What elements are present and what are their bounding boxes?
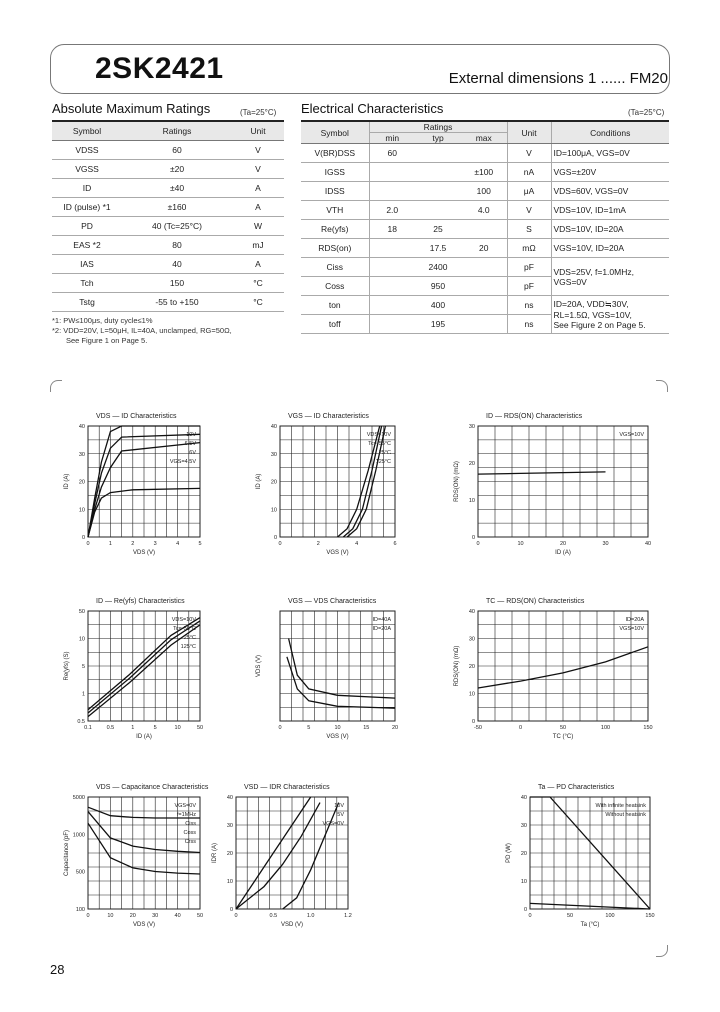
x-axis-label: VDS (V) bbox=[132, 922, 156, 928]
x-tick-label: 50 bbox=[566, 913, 574, 919]
series-label: VGS=10V bbox=[619, 626, 644, 632]
x-tick-label: 50 bbox=[196, 913, 204, 919]
y-tick-label: 1000 bbox=[72, 832, 85, 839]
max-cell: ±100 bbox=[461, 163, 507, 182]
x-axis-label: VDS (V) bbox=[132, 550, 156, 556]
max-cell: 100 bbox=[461, 182, 507, 201]
symbol-cell: EAS *2 bbox=[52, 235, 122, 254]
x-tick-label: 20 bbox=[391, 725, 399, 731]
symbol-cell: PD bbox=[52, 216, 122, 235]
sym-cell: IGSS bbox=[301, 163, 369, 182]
series-label: ID=20A bbox=[625, 617, 644, 623]
y-tick-label: 30 bbox=[468, 424, 475, 430]
y-tick-label: 0.5 bbox=[77, 719, 85, 725]
x-axis-label: TC (°C) bbox=[552, 734, 574, 740]
typ-cell: 950 bbox=[415, 277, 461, 296]
rating-cell: ±160 bbox=[122, 197, 232, 216]
y-axis-label: Re(yfs) (S) bbox=[64, 651, 70, 681]
series-label: ID=40A bbox=[372, 617, 391, 623]
x-tick-label: 4 bbox=[355, 541, 359, 547]
y-tick-label: 40 bbox=[78, 424, 85, 430]
cond-cell: VGS=±20V bbox=[551, 163, 669, 182]
unit-cell: °C bbox=[232, 273, 284, 292]
y-tick-label: 40 bbox=[520, 795, 527, 801]
sym-cell: VTH bbox=[301, 201, 369, 220]
series-line bbox=[289, 639, 395, 699]
series-label: VDS=10V bbox=[366, 432, 391, 438]
x-tick-label: 0 bbox=[86, 913, 90, 919]
chart-title: ID — RDS(ON) Characteristics bbox=[486, 413, 583, 420]
sym-cell: ton bbox=[301, 296, 369, 315]
y-tick-label: 40 bbox=[226, 795, 233, 801]
x-tick-label: 50 bbox=[559, 725, 567, 731]
sym-cell: Re(yfs) bbox=[301, 220, 369, 239]
y-axis-label: ID (A) bbox=[256, 473, 262, 490]
unit-cell: ns bbox=[507, 315, 551, 334]
unit-cell: °C bbox=[232, 292, 284, 311]
ec-col-typ: typ bbox=[415, 133, 461, 144]
y-tick-label: 0 bbox=[229, 907, 233, 913]
y-tick-label: 20 bbox=[78, 479, 85, 486]
series-label: 5V bbox=[337, 812, 344, 818]
unit-cell: pF bbox=[507, 258, 551, 277]
sym-cell: V(BR)DSS bbox=[301, 144, 369, 163]
unit-cell: mJ bbox=[232, 235, 284, 254]
y-tick-label: 100 bbox=[75, 907, 85, 913]
y-axis-label: Capacitance (pF) bbox=[64, 829, 70, 877]
typ-cell: 17.5 bbox=[415, 239, 461, 258]
symbol-cell: VDSS bbox=[52, 140, 122, 159]
x-tick-label: 50 bbox=[196, 725, 204, 731]
x-tick-label: -50 bbox=[474, 725, 482, 731]
typ-cell: 2400 bbox=[415, 258, 461, 277]
series-label: VDS=10V bbox=[171, 617, 196, 623]
unit-cell: A bbox=[232, 178, 284, 197]
col-symbol: Symbol bbox=[52, 121, 122, 140]
ec-col-conditions: Conditions bbox=[551, 121, 669, 144]
series-label: With infinite heatsink bbox=[595, 803, 646, 809]
y-axis-label: RDS(ON) (mΩ) bbox=[454, 645, 460, 687]
ec-col-symbol: Symbol bbox=[301, 121, 369, 144]
x-tick-label: 1.0 bbox=[306, 913, 315, 919]
x-tick-label: 2 bbox=[316, 541, 320, 547]
note-3: See Figure 1 on Page 5. bbox=[66, 336, 148, 345]
x-tick-label: 5 bbox=[153, 725, 157, 731]
y-tick-label: 5 bbox=[81, 664, 85, 670]
series-label: f=1MHz bbox=[176, 812, 196, 818]
series-label: 10V bbox=[334, 803, 344, 809]
x-tick-label: 30 bbox=[152, 913, 159, 919]
x-tick-label: 6 bbox=[393, 541, 397, 547]
cond-cell: VDS=10V, ID=20A bbox=[551, 220, 669, 239]
series-label: 125°C bbox=[375, 459, 391, 465]
cond-line: ID=20A, VDD≒30V, bbox=[553, 299, 629, 309]
x-tick-label: 100 bbox=[600, 725, 611, 731]
y-tick-label: 10 bbox=[468, 498, 475, 504]
unit-cell: S bbox=[507, 220, 551, 239]
y-tick-label: 0 bbox=[81, 535, 85, 541]
x-tick-label: 1 bbox=[131, 725, 135, 731]
y-tick-label: 30 bbox=[520, 823, 527, 829]
y-tick-label: 20 bbox=[468, 664, 475, 670]
x-tick-label: 30 bbox=[602, 541, 609, 547]
y-tick-label: 0 bbox=[471, 535, 475, 541]
y-axis-label: VDS (V) bbox=[256, 654, 262, 678]
series-line bbox=[478, 472, 606, 474]
rating-cell: 40 bbox=[122, 254, 232, 273]
series-label: Ciss bbox=[185, 821, 196, 827]
typ-cell: 400 bbox=[415, 296, 461, 315]
sym-cell: RDS(on) bbox=[301, 239, 369, 258]
cond-line: VGS=0V bbox=[553, 276, 587, 287]
sym-cell: Coss bbox=[301, 277, 369, 296]
x-axis-label: VGS (V) bbox=[326, 734, 349, 740]
cond-cell: VGS=10V, ID=20A bbox=[551, 239, 669, 258]
cond-line: RL=1.5Ω, VGS=10V, bbox=[553, 310, 632, 320]
series-label: Tc=-55°C bbox=[368, 441, 391, 447]
series-label: 25°C bbox=[378, 450, 391, 456]
y-axis-label: IDR (A) bbox=[212, 843, 218, 863]
series-label: Crss bbox=[184, 839, 196, 845]
unit-cell: A bbox=[232, 197, 284, 216]
x-tick-label: 0 bbox=[518, 725, 523, 731]
symbol-cell: ID bbox=[52, 178, 122, 197]
unit-cell: V bbox=[232, 140, 284, 159]
sym-cell: Ciss bbox=[301, 258, 369, 277]
y-tick-label: 10 bbox=[270, 507, 277, 514]
symbol-cell: Tstg bbox=[52, 292, 122, 311]
series-label: VGS=4.5V bbox=[169, 459, 196, 465]
series-label: VGS=0V bbox=[174, 803, 196, 809]
x-tick-label: 0 bbox=[278, 725, 282, 731]
symbol-cell: VGSS bbox=[52, 159, 122, 178]
x-tick-label: 20 bbox=[559, 541, 567, 547]
series-label: VGS=10V bbox=[619, 432, 644, 438]
abs-max-condition: (Ta=25°C) bbox=[240, 108, 277, 117]
elec-condition: (Ta=25°C) bbox=[628, 108, 665, 117]
series-label: 25°C bbox=[183, 635, 196, 641]
y-tick-label: 0 bbox=[523, 907, 527, 913]
y-tick-label: 0 bbox=[273, 535, 277, 541]
note-2: *2: VDD=20V, L=50μH, IL=40A, unclamped, RG=50Ω, bbox=[52, 326, 232, 335]
x-tick-label: 4 bbox=[176, 541, 180, 547]
x-axis-label: VGS (V) bbox=[326, 550, 349, 556]
series-label: Coss bbox=[183, 830, 196, 836]
y-tick-label: 20 bbox=[468, 461, 475, 467]
x-tick-label: 5 bbox=[307, 725, 311, 731]
unit-cell: V bbox=[507, 144, 551, 163]
max-cell: 20 bbox=[461, 239, 507, 258]
rating-cell: 80 bbox=[122, 235, 232, 254]
min-cell: 60 bbox=[369, 144, 415, 163]
cond-cell: VDS=60V, VGS=0V bbox=[551, 182, 669, 201]
col-unit: Unit bbox=[232, 121, 284, 140]
y-tick-label: 40 bbox=[270, 424, 277, 430]
unit-cell: V bbox=[507, 201, 551, 220]
y-tick-label: 20 bbox=[226, 851, 233, 857]
x-tick-label: 0 bbox=[86, 541, 90, 547]
ec-col-ratings: Ratings bbox=[369, 121, 507, 133]
max-cell: 4.0 bbox=[461, 201, 507, 220]
rating-cell: 150 bbox=[122, 273, 232, 292]
cond-line: See Figure 2 on Page 5. bbox=[553, 320, 646, 330]
series-label: 6V bbox=[189, 450, 196, 456]
page-number: 28 bbox=[50, 962, 65, 977]
x-axis-label: Ta (°C) bbox=[580, 922, 600, 928]
x-axis-label: ID (A) bbox=[555, 550, 571, 556]
unit-cell: nA bbox=[507, 163, 551, 182]
rating-cell: -55 to +150 bbox=[122, 292, 232, 311]
note-1: *1: PW≤100μs, duty cycle≤1% bbox=[52, 316, 153, 325]
chart-title: VDS — Capacitance Characteristics bbox=[96, 784, 209, 791]
typ-cell: 25 bbox=[415, 220, 461, 239]
rating-cell: ±20 bbox=[122, 159, 232, 178]
y-tick-label: 10 bbox=[520, 879, 527, 885]
ec-col-max: max bbox=[461, 133, 507, 144]
y-tick-label: 10 bbox=[78, 636, 85, 643]
min-cell: 18 bbox=[369, 220, 415, 239]
y-tick-label: 10 bbox=[468, 691, 475, 698]
series-label: 125°C bbox=[180, 644, 196, 650]
y-tick-label: 10 bbox=[226, 879, 233, 885]
typ-cell: 195 bbox=[415, 315, 461, 334]
chart-title: ID — Re(yfs) Characteristics bbox=[96, 598, 185, 605]
unit-cell: A bbox=[232, 254, 284, 273]
unit-cell: V bbox=[232, 159, 284, 178]
y-tick-label: 30 bbox=[468, 636, 475, 643]
y-tick-label: 40 bbox=[468, 609, 475, 615]
min-cell: 2.0 bbox=[369, 201, 415, 220]
x-tick-label: 15 bbox=[363, 725, 370, 731]
x-tick-label: 3 bbox=[153, 541, 157, 547]
rating-cell: 60 bbox=[122, 140, 232, 159]
unit-cell: mΩ bbox=[507, 239, 551, 258]
abs-max-title: Absolute Maximum Ratings bbox=[52, 101, 211, 116]
y-tick-label: 10 bbox=[78, 507, 85, 514]
series-label: Tc=-55°C bbox=[173, 626, 196, 632]
unit-cell: pF bbox=[507, 277, 551, 296]
x-tick-label: 0 bbox=[234, 913, 238, 919]
x-tick-label: 100 bbox=[605, 913, 615, 919]
cond-cell: ID=100μA, VGS=0V bbox=[551, 144, 669, 163]
unit-cell: ns bbox=[507, 296, 551, 315]
y-tick-label: 20 bbox=[270, 479, 277, 486]
x-tick-label: 10 bbox=[334, 725, 341, 731]
elec-title: Electrical Characteristics bbox=[301, 101, 444, 116]
x-tick-label: 40 bbox=[174, 913, 181, 919]
x-tick-label: 1 bbox=[108, 541, 112, 547]
x-tick-label: 0 bbox=[278, 541, 282, 547]
x-tick-label: 0.1 bbox=[84, 725, 92, 731]
y-tick-label: 50 bbox=[78, 609, 85, 615]
series-label: ID=20A bbox=[372, 626, 391, 632]
x-tick-label: 20 bbox=[129, 913, 136, 919]
y-axis-label: RDS(ON) (mΩ) bbox=[454, 461, 460, 502]
external-dimensions: External dimensions 1 ...... FM20 bbox=[448, 70, 668, 87]
cond-line: VDS=25V, f=1.0MHz, bbox=[553, 266, 634, 277]
y-tick-label: 30 bbox=[78, 451, 85, 458]
y-tick-label: 0 bbox=[471, 719, 475, 725]
x-tick-label: 0 bbox=[528, 913, 532, 919]
x-axis-label: ID (A) bbox=[136, 734, 152, 740]
ec-col-unit: Unit bbox=[507, 121, 551, 144]
series-label: 6.5V bbox=[184, 441, 196, 447]
symbol-cell: Tch bbox=[52, 273, 122, 292]
x-tick-label: 150 bbox=[645, 913, 655, 919]
series-label: VGS=0V bbox=[322, 821, 344, 827]
cond-cell: VDS=10V, ID=1mA bbox=[551, 201, 669, 220]
x-tick-label: 10 bbox=[107, 913, 114, 919]
rating-cell: ±40 bbox=[122, 178, 232, 197]
unit-cell: μA bbox=[507, 182, 551, 201]
x-tick-label: 5 bbox=[198, 541, 202, 547]
sym-cell: toff bbox=[301, 315, 369, 334]
x-tick-label: 0.5 bbox=[106, 725, 115, 731]
series-label: Without heatsink bbox=[605, 812, 646, 818]
ec-col-min: min bbox=[369, 133, 415, 144]
rating-cell: 40 (Tc=25°C) bbox=[122, 216, 232, 235]
x-tick-label: 150 bbox=[643, 725, 653, 731]
part-number: 2SK2421 bbox=[95, 52, 224, 85]
x-tick-label: 1.2 bbox=[344, 913, 352, 919]
y-tick-label: 30 bbox=[270, 451, 277, 458]
symbol-cell: ID (pulse) *1 bbox=[52, 197, 122, 216]
x-tick-label: 0.5 bbox=[269, 913, 278, 919]
col-ratings: Ratings bbox=[122, 121, 232, 140]
series-line bbox=[236, 803, 320, 909]
chart-title: VSD — IDR Characteristics bbox=[244, 784, 330, 791]
x-tick-label: 2 bbox=[131, 541, 135, 547]
y-tick-label: 30 bbox=[226, 823, 233, 829]
chart-title: VDS — ID Characteristics bbox=[96, 413, 177, 420]
chart-title: Ta — PD Characteristics bbox=[538, 784, 615, 791]
y-tick-label: 20 bbox=[520, 851, 527, 857]
x-axis-label: VSD (V) bbox=[280, 922, 304, 928]
y-axis-label: ID (A) bbox=[64, 473, 70, 490]
chart-title: VGS — ID Characteristics bbox=[288, 413, 369, 420]
x-tick-label: 10 bbox=[174, 725, 181, 731]
unit-cell: W bbox=[232, 216, 284, 235]
y-tick-label: 500 bbox=[75, 869, 85, 876]
y-tick-label: 5000 bbox=[72, 795, 85, 801]
chart-title: VGS — VDS Characteristics bbox=[288, 598, 377, 605]
y-tick-label: 1 bbox=[81, 691, 85, 698]
y-axis-label: PD (W) bbox=[506, 843, 512, 863]
sym-cell: IDSS bbox=[301, 182, 369, 201]
series-label: 10V bbox=[186, 432, 196, 438]
x-tick-label: 40 bbox=[644, 541, 652, 547]
symbol-cell: IAS bbox=[52, 254, 122, 273]
chart-title: TC — RDS(ON) Characteristics bbox=[486, 598, 585, 605]
x-tick-label: 10 bbox=[517, 541, 524, 547]
x-tick-label: 0 bbox=[476, 541, 480, 547]
